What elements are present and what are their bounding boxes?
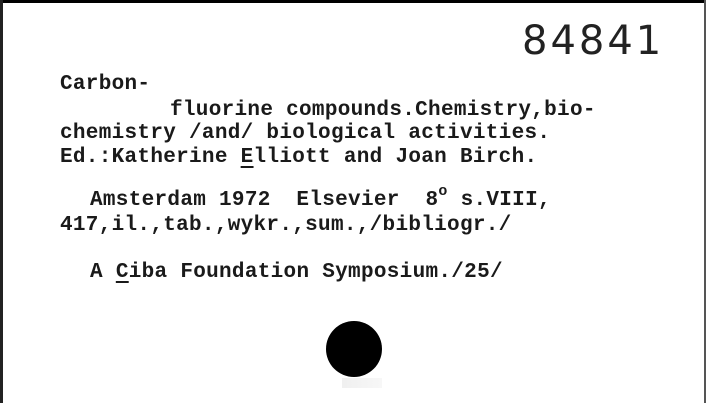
imprint-rest: s.VIII, bbox=[447, 189, 551, 212]
editors-suffix: lliott and Joan Birch. bbox=[253, 146, 538, 169]
imprint-line bbox=[90, 183, 551, 215]
card-heading: Carbon- bbox=[60, 73, 151, 96]
title-line-1: fluorine compounds.Chemistry,bio- bbox=[170, 99, 596, 122]
imprint-superscript: o bbox=[438, 183, 448, 200]
title-line-2: chemistry /and/ biological activities. bbox=[60, 122, 551, 145]
faint-smudge bbox=[342, 378, 382, 388]
collation-line: 417,il.,tab.,wykr.,sum.,/bibliogr./ bbox=[60, 214, 512, 237]
editors-line bbox=[60, 145, 537, 171]
imprint-main: Amsterdam 1972 Elsevier 8 bbox=[90, 189, 439, 212]
series-line bbox=[90, 260, 503, 286]
series-underlined-letter: C bbox=[115, 261, 129, 284]
editors-underlined-letter: E bbox=[240, 146, 254, 169]
card-number: 84841 bbox=[522, 18, 665, 64]
series-rest: iba Foundation Symposium./25/ bbox=[128, 261, 503, 284]
series-prefix: A bbox=[90, 261, 116, 284]
editors-prefix: Ed.:Katherine bbox=[60, 146, 241, 169]
card-left-edge bbox=[0, 0, 3, 403]
punch-hole bbox=[326, 321, 382, 377]
card-top-edge bbox=[0, 0, 706, 3]
